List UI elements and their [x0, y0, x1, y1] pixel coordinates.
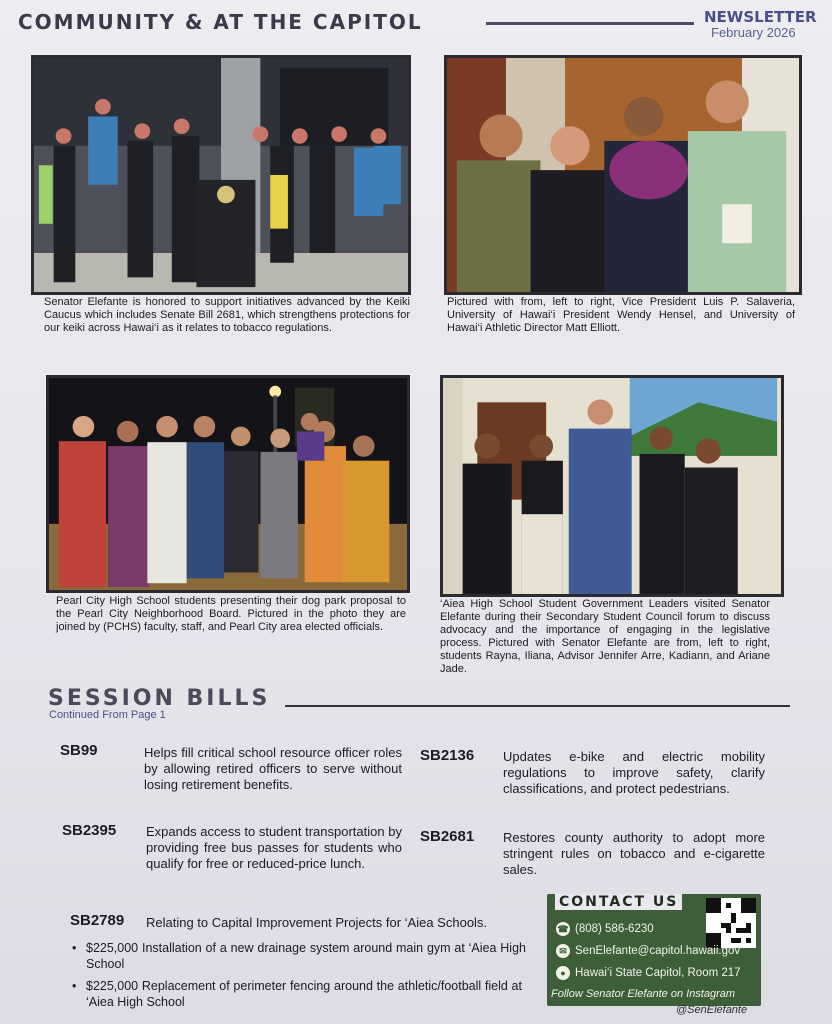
photo-uh-officials	[444, 55, 802, 295]
bill-description: Updates e-bike and electric mobility regulations to improve safety, clarify classifications, and protect pedestrians.	[503, 749, 765, 796]
contact-title: CONTACT US	[555, 894, 682, 910]
phone-icon: ☎	[556, 922, 570, 936]
mail-icon: ✉	[556, 944, 570, 958]
photo-caption: Senator Elefante is honored to support initiatives advanced by the Keiki Caucus which includes Senate Bill 2681, which strengthens protections for our keiki across Hawai‘i as it relates to tobacco regulations.	[44, 296, 410, 334]
newsletter-date: February 2026	[711, 25, 796, 40]
email-address: SenElefante@capitol.hawaii.gov	[575, 945, 741, 957]
phone-number: (808) 586-6230	[575, 923, 654, 935]
photo-aiea-student-leaders	[440, 375, 784, 597]
bill-id: SB2395	[62, 822, 117, 839]
bill-description: Helps fill critical school resource officer roles by allowing retired officers to serve without losing retirement benefits.	[144, 745, 402, 792]
list-item: • $225,000 Installation of a new drainage system around main gym at ‘Aiea High School	[86, 940, 526, 972]
bill-id: SB99	[60, 742, 98, 759]
bill-id: SB2681	[420, 828, 475, 845]
photo-caption: ‘Aiea High School Student Government Leaders visited Senator Elefante during their Secondary Student Council forum to discuss advocacy and the importance of engaging in the legislative process. Pictured with Senator Elefante are from, left to right, students Rayna, Iliana, Advisor Jennifer Arre, Kadiann, and Ariane Jade.	[440, 598, 770, 675]
bill-description: Restores county authority to adopt more stringent rules on tobacco and e-cigarette sales.	[503, 830, 765, 877]
list-item: • $225,000 Replacement of perimeter fencing around the athletic/football field at ‘Aiea High School	[86, 978, 522, 1010]
contact-address	[556, 966, 741, 980]
section-subtitle: Continued From Page 1	[49, 709, 166, 721]
instagram-follow-text: Follow Senator Elefante on Instagram	[551, 988, 736, 1000]
bill-description: Expands access to student transportation by providing free bus passes for students who qualify for free or reduced-price lunch.	[146, 824, 402, 871]
qr-code-icon[interactable]	[706, 898, 756, 948]
section-title: SESSION BILLS	[48, 686, 271, 711]
newsletter-label: NEWSLETTER	[704, 8, 817, 26]
contact-phone[interactable]	[556, 922, 654, 936]
instagram-handle[interactable]: @SenElefante	[676, 1004, 748, 1016]
bill-id: SB2789	[70, 912, 125, 929]
header-rule	[486, 22, 694, 25]
photo-caption: Pearl City High School students presenting their dog park proposal to the Pearl City Neighborhood Board. Pictured in the photo they are joined by (PCHS) faculty, staff, and Pearl City area elected officials.	[56, 595, 406, 633]
location-pin-icon: ●	[556, 966, 570, 980]
photo-pearl-city-students	[46, 375, 410, 593]
office-address: Hawai‘i State Capitol, Room 217	[575, 967, 741, 979]
page-title: COMMUNITY & AT THE CAPITOL	[18, 10, 423, 34]
bill-description: Relating to Capital Improvement Projects for ‘Aiea Schools.	[146, 915, 488, 930]
bill-id: SB2136	[420, 747, 475, 764]
contact-email[interactable]	[556, 944, 740, 958]
photo-caption: Pictured with from, left to right, Vice President Luis P. Salaveria, University of Hawai‘i President Wendy Hensel, and University of Hawai‘i Athletic Director Matt Elliott.	[447, 296, 795, 334]
section-rule	[285, 705, 790, 707]
photo-keiki-caucus	[31, 55, 411, 295]
